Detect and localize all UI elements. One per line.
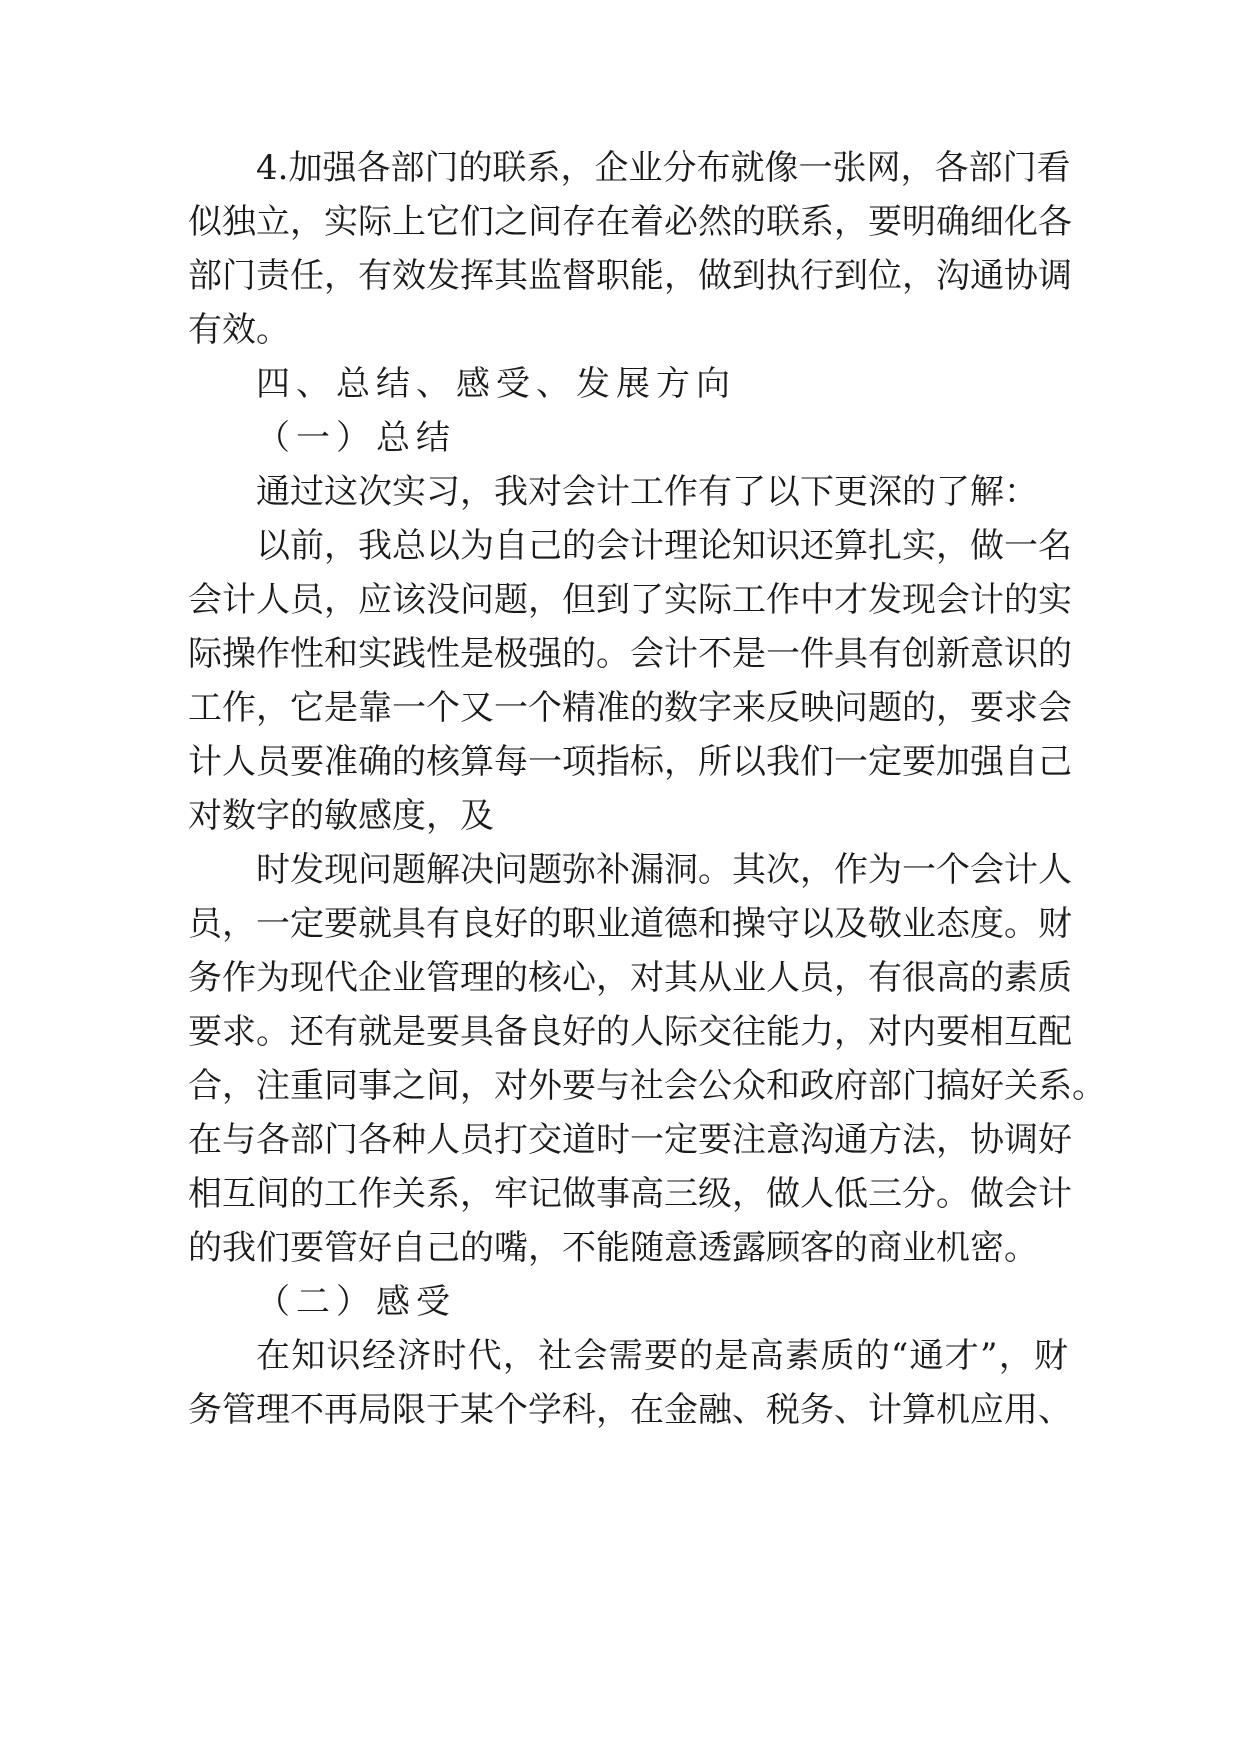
paragraph-line: 4.加强各部门的联系，企业分布就像一张网，各部门看 bbox=[256, 148, 1071, 188]
paragraph-line: 有效。 bbox=[188, 310, 290, 350]
paragraph-line: 以前，我总以为自己的会计理论知识还算扎实，做一名 bbox=[256, 526, 1072, 566]
paragraph-line: 会计人员，应该没问题，但到了实际工作中才发现会计的实 bbox=[188, 580, 1072, 620]
paragraph-line: 相互间的工作关系，牢记做事高三级，做人低三分。做会计 bbox=[188, 1174, 1072, 1214]
paragraph-line: 通过这次实习，我对会计工作有了以下更深的了解： bbox=[256, 472, 1038, 512]
paragraph-line: 务作为现代企业管理的核心，对其从业人员，有很高的素质 bbox=[188, 958, 1072, 998]
paragraph-line: 对数字的敏感度，及 bbox=[188, 796, 494, 836]
paragraph-line: 工作，它是靠一个又一个精准的数字来反映问题的，要求会 bbox=[188, 688, 1072, 728]
subsection-heading: （一）总结 bbox=[256, 418, 456, 458]
paragraph-line: 似独立，实际上它们之间存在着必然的联系，要明确细化各 bbox=[188, 202, 1072, 242]
section-heading: 四、总结、感受、发展方向 bbox=[256, 364, 736, 404]
paragraph-line: 的我们要管好自己的嘴，不能随意透露顾客的商业机密。 bbox=[188, 1228, 1038, 1268]
paragraph-line: 要求。还有就是要具备良好的人际交往能力，对内要相互配 bbox=[188, 1012, 1072, 1052]
paragraph-line: 务管理不再局限于某个学科，在金融、税务、计算机应用、 bbox=[188, 1390, 1072, 1430]
subsection-heading: （二）感受 bbox=[256, 1282, 456, 1322]
paragraph-line: 计人员要准确的核算每一项指标，所以我们一定要加强自己 bbox=[188, 742, 1072, 782]
paragraph-line: 在与各部门各种人员打交道时一定要注意沟通方法，协调好 bbox=[188, 1120, 1072, 1160]
paragraph-line: 部门责任，有效发挥其监督职能，做到执行到位，沟通协调 bbox=[188, 256, 1072, 296]
paragraph-line: 际操作性和实践性是极强的。会计不是一件具有创新意识的 bbox=[188, 634, 1072, 674]
paragraph-line: 员，一定要就具有良好的职业道德和操守以及敬业态度。财 bbox=[188, 904, 1072, 944]
paragraph-line: 在知识经济时代，社会需要的是高素质的“通才”，财 bbox=[256, 1336, 1068, 1376]
paragraph-line: 合，注重同事之间，对外要与社会公众和政府部门搞好关系。 bbox=[188, 1066, 1106, 1106]
paragraph-line: 时发现问题解决问题弥补漏洞。其次，作为一个会计人 bbox=[256, 850, 1072, 890]
